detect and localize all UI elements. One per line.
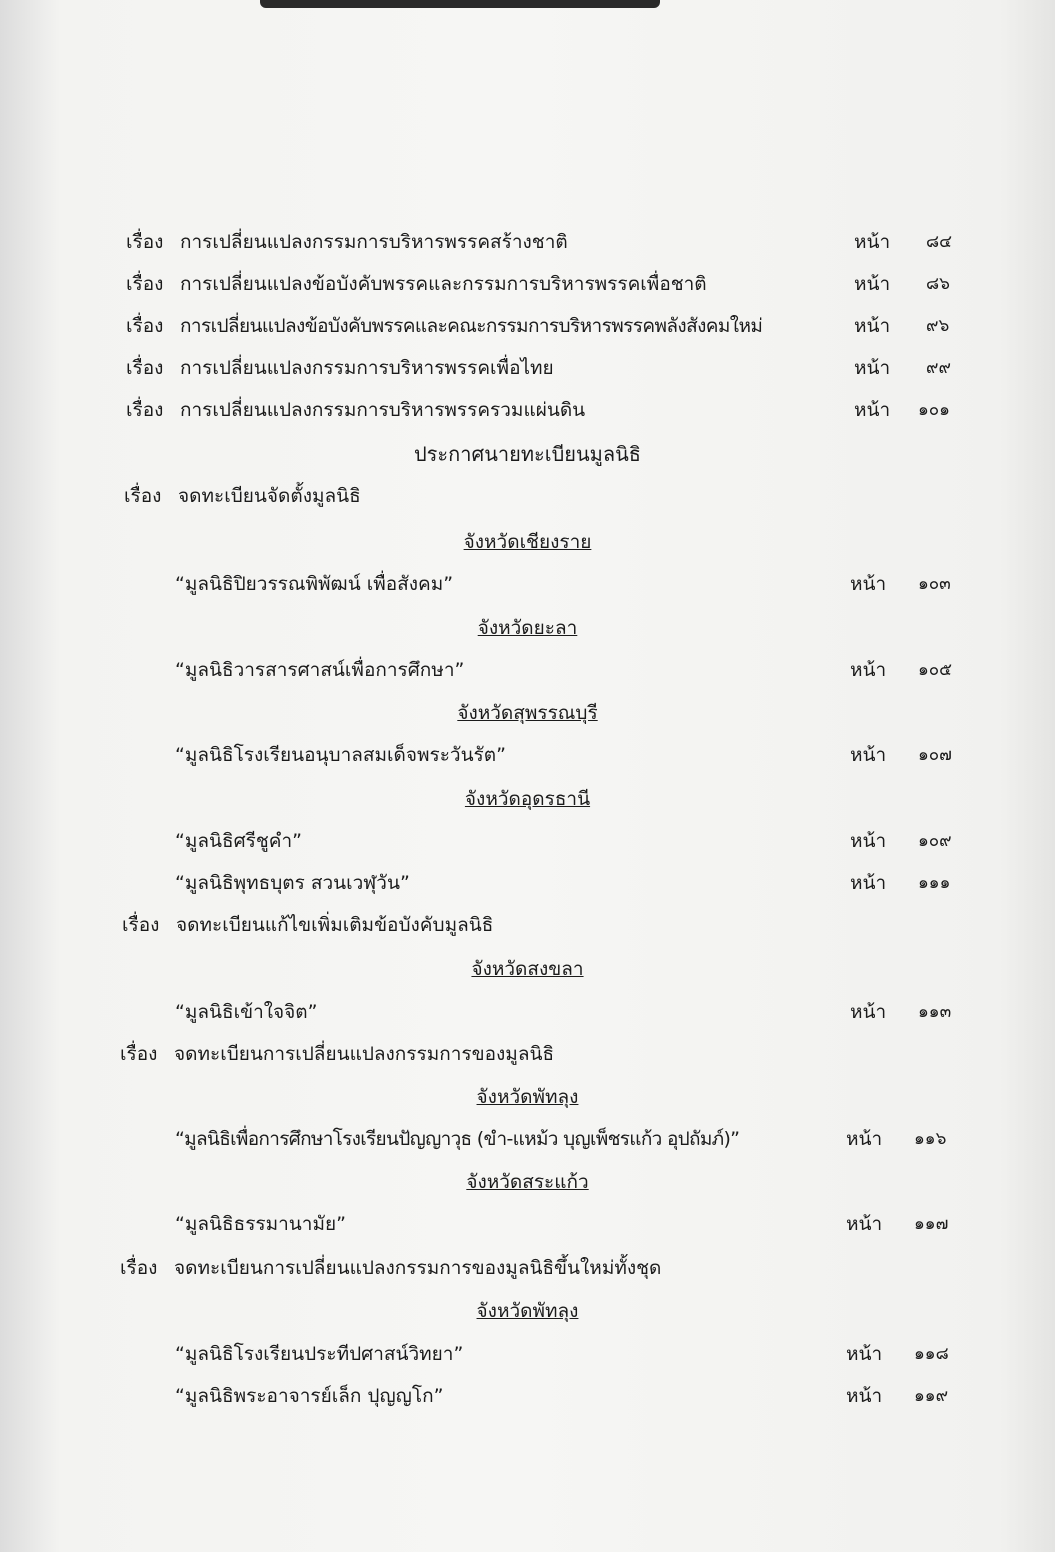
topic-text: จดทะเบียนแก้ไขเพิ่มเติมข้อบังคับมูลนิธิ (176, 914, 494, 936)
entry-title: การเปลี่ยนแปลงกรรมการบริหารพรรคเพื่อไทย (180, 357, 554, 379)
province-heading: จังหวัดเชียงราย (463, 531, 592, 553)
page-number: ๑๑๓ (918, 1002, 952, 1022)
entry-title: การเปลี่ยนแปลงข้อบังคับพรรคและคณะกรรมการบริหารพรรคพลังสังคมใหม่ (180, 315, 763, 337)
toc-entry (126, 352, 956, 384)
topic-heading (122, 909, 822, 941)
topic-label: เรื่อง (120, 1257, 158, 1279)
entry-title: การเปลี่ยนแปลงกรรมการบริหารพรรครวมแผ่นดิน (180, 399, 586, 421)
page-number: ๑๑๗ (914, 1214, 949, 1234)
entry-title: การเปลี่ยนแปลงข้อบังคับพรรคและกรรมการบริหารพรรคเพื่อชาติ (180, 273, 707, 295)
province-heading: จังหวัดพัทลุง (476, 1086, 579, 1108)
foundation-name: “มูลนิธิโรงเรียนอนุบาลสมเด็จพระวันรัต” (175, 744, 506, 766)
toc-entry (126, 226, 956, 258)
page-number: ๑๑๑ (918, 873, 951, 893)
foundation-name: “มูลนิธิพระอาจารย์เล็ก ปุญญโก” (175, 1385, 444, 1407)
page-number: ๑๐๑ (918, 400, 950, 420)
page-label: หน้า (850, 659, 887, 681)
page-label: หน้า (846, 1385, 883, 1407)
page-number: ๘๖ (926, 274, 950, 294)
toc-entry (126, 310, 956, 342)
foundation-name: “มูลนิธิวารสารศาสน์เพื่อการศึกษา” (175, 659, 465, 681)
page-label: หน้า (854, 273, 891, 295)
topic-heading (120, 1252, 880, 1284)
foundation-name: “มูลนิธิพุทธบุตร สวนเวฬุวัน” (175, 872, 410, 894)
topic-label: เรื่อง (122, 914, 160, 936)
province-heading: จังหวัดยะลา (477, 617, 578, 639)
topic-text: จดทะเบียนจัดตั้งมูลนิธิ (178, 485, 361, 507)
page-number: ๑๐๓ (918, 574, 951, 594)
toc-entry (126, 394, 966, 426)
page-number: ๑๐๗ (918, 745, 952, 765)
entry-label: เรื่อง (126, 399, 164, 421)
entry-label: เรื่อง (126, 273, 164, 295)
topic-text: จดทะเบียนการเปลี่ยนแปลงกรรมการของมูลนิธิ (174, 1043, 555, 1065)
foundation-entry (0, 739, 1055, 771)
page-number: ๑๑๙ (914, 1386, 949, 1406)
province-heading: จังหวัดอุดรธานี (464, 788, 591, 810)
page-label: หน้า (854, 399, 891, 421)
topic-label: เรื่อง (124, 485, 162, 507)
foundation-name: “มูลนิธิปิยวรรณพิพัฒน์ เพื่อสังคม” (175, 573, 454, 595)
foundation-entry (0, 867, 1055, 899)
page-label: หน้า (850, 830, 887, 852)
page-label: หน้า (850, 573, 887, 595)
foundation-entry (0, 1123, 1055, 1155)
page-label: หน้า (846, 1213, 883, 1235)
foundation-entry (0, 996, 1055, 1028)
province-heading: จังหวัดพัทลุง (476, 1300, 579, 1322)
entry-label: เรื่อง (126, 315, 164, 337)
entry-label: เรื่อง (126, 357, 164, 379)
page-label: หน้า (850, 872, 887, 894)
province-heading: จังหวัดสระแก้ว (466, 1171, 589, 1193)
page-number: ๑๑๘ (914, 1344, 949, 1364)
page-label: หน้า (850, 1001, 887, 1023)
page-number: ๑๐๙ (918, 831, 952, 851)
foundation-name: “มูลนิธิโรงเรียนประทีปศาสน์วิทยา” (175, 1343, 464, 1365)
entry-label: เรื่อง (126, 231, 164, 253)
page-number: ๙๖ (926, 316, 950, 336)
page-label: หน้า (850, 744, 887, 766)
foundation-entry (0, 1208, 1055, 1240)
page-label: หน้า (854, 357, 891, 379)
topic-label: เรื่อง (120, 1043, 158, 1065)
page-label: หน้า (854, 315, 891, 337)
foundation-name: “มูลนิธิศรีชูคำ” (175, 830, 302, 852)
scan-mark (260, 0, 660, 8)
topic-text: จดทะเบียนการเปลี่ยนแปลงกรรมการของมูลนิธิขึ้นใหม่ทั้งชุด (174, 1257, 662, 1279)
page-label: หน้า (846, 1343, 883, 1365)
page-label: หน้า (846, 1128, 883, 1150)
foundation-name: “มูลนิธิธรรมานามัย” (175, 1213, 346, 1235)
topic-heading (120, 1038, 820, 1070)
page-label: หน้า (854, 231, 891, 253)
section-heading: ประกาศนายทะเบียนมูลนิธิ (413, 442, 641, 466)
foundation-entry (0, 568, 1055, 600)
province-heading: จังหวัดสุพรรณบุรี (457, 702, 598, 724)
page-number: ๙๙ (926, 358, 951, 378)
province-heading: จังหวัดสงขลา (471, 958, 584, 980)
foundation-entry (0, 654, 1055, 686)
page-number: ๑๑๖ (914, 1129, 947, 1149)
foundation-entry (0, 825, 1055, 857)
topic-heading (124, 480, 724, 512)
toc-entry (126, 268, 956, 300)
page-number: ๘๔ (926, 232, 952, 252)
foundation-entry (0, 1338, 1055, 1370)
foundation-name: “มูลนิธิเพื่อการศึกษาโรงเรียนปัญญาวุธ (ขำ-แหม้ว บุญเพ็ชรแก้ว อุปถัมภ์)” (175, 1128, 740, 1150)
page-number: ๑๐๕ (918, 660, 953, 680)
foundation-entry (0, 1380, 1055, 1412)
foundation-name: “มูลนิธิเข้าใจจิต” (175, 1001, 318, 1023)
entry-title: การเปลี่ยนแปลงกรรมการบริหารพรรคสร้างชาติ (180, 231, 568, 253)
